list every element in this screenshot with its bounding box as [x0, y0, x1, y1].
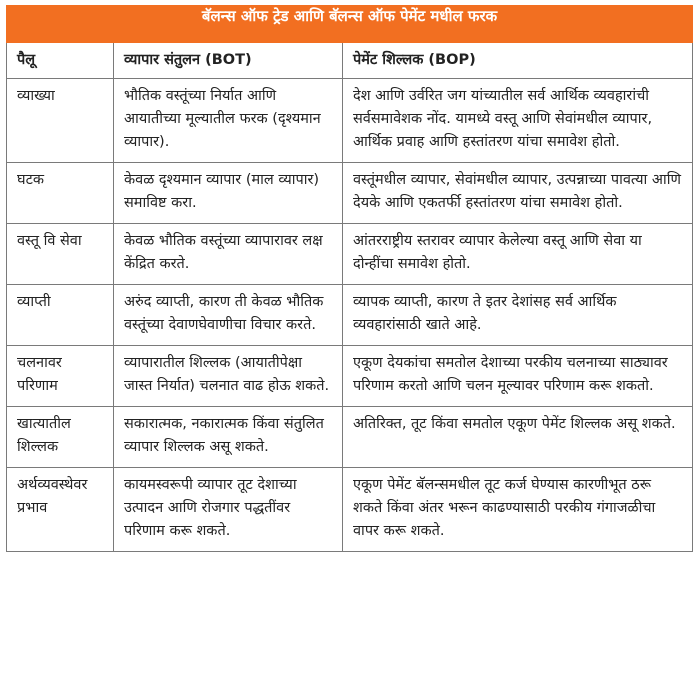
header-aspect: पैलू [7, 43, 114, 79]
table-row [7, 346, 693, 407]
cell-aspect: अर्थव्यवस्थेवर प्रभाव [7, 468, 114, 552]
table-row [7, 407, 693, 468]
cell-bop: एकूण देयकांचा समतोल देशाच्या परकीय चलनाच्या साठ्यावर परिणाम करतो आणि चलन मूल्यावर परिणाम करू शकतो. [343, 346, 693, 407]
cell-aspect: घटक [7, 163, 114, 224]
cell-bot: केवळ दृश्यमान व्यापार (माल व्यापार) समाविष्ट करा. [114, 163, 343, 224]
title-row [7, 6, 693, 43]
cell-bop: देश आणि उर्वरित जग यांच्यातील सर्व आर्थिक व्यवहारांची सर्वसमावेशक नोंद. यामध्ये वस्तू आणि सेवांमधील व्यापार, आर्थिक प्रवाह आणि हस्तांतरण यांचा समावेश होतो. [343, 79, 693, 163]
cell-aspect: खात्यातील शिल्लक [7, 407, 114, 468]
table-row [7, 285, 693, 346]
header-bop: पेमेंट शिल्लक (BOP) [343, 43, 693, 79]
table-row [7, 163, 693, 224]
cell-bop: एकूण पेमेंट बॅलन्समधील तूट कर्ज घेण्यास कारणीभूत ठरू शकते किंवा अंतर भरून काढण्यासाठी परकीय गंगाजळीचा वापर करू शकते. [343, 468, 693, 552]
cell-aspect: वस्तू वि सेवा [7, 224, 114, 285]
cell-aspect: व्याप्ती [7, 285, 114, 346]
comparison-table-container [6, 5, 692, 552]
cell-bot: सकारात्मक, नकारात्मक किंवा संतुलित व्यापार शिल्लक असू शकते. [114, 407, 343, 468]
cell-bot: अरुंद व्याप्ती, कारण ती केवळ भौतिक वस्तूंच्या देवाणघेवाणीचा विचार करते. [114, 285, 343, 346]
cell-aspect: व्याख्या [7, 79, 114, 163]
cell-bot: कायमस्वरूपी व्यापार तूट देशाच्या उत्पादन आणि रोजगार पद्धतींवर परिणाम करू शकते. [114, 468, 343, 552]
cell-bop: अतिरिक्त, तूट किंवा समतोल एकूण पेमेंट शिल्लक असू शकते. [343, 407, 693, 468]
cell-aspect: चलनावर परिणाम [7, 346, 114, 407]
table-row [7, 468, 693, 552]
header-row [7, 43, 693, 79]
header-bot: व्यापार संतुलन (BOT) [114, 43, 343, 79]
table-row [7, 224, 693, 285]
cell-bop: व्यापक व्याप्ती, कारण ते इतर देशांसह सर्व आर्थिक व्यवहारांसाठी खाते आहे. [343, 285, 693, 346]
cell-bot: व्यापारातील शिल्लक (आयातीपेक्षा जास्त निर्यात) चलनात वाढ होऊ शकते. [114, 346, 343, 407]
cell-bot: भौतिक वस्तूंच्या निर्यात आणि आयातीच्या मूल्यातील फरक (दृश्यमान व्यापार). [114, 79, 343, 163]
cell-bop: आंतरराष्ट्रीय स्तरावर व्यापार केलेल्या वस्तू आणि सेवा या दोन्हींचा समावेश होतो. [343, 224, 693, 285]
cell-bop: वस्तूंमधील व्यापार, सेवांमधील व्यापार, उत्पन्नाच्या पावत्या आणि देयके आणि एकतर्फी हस्तांतरण यांचा समावेश होतो. [343, 163, 693, 224]
table-row [7, 79, 693, 163]
cell-bot: केवळ भौतिक वस्तूंच्या व्यापारावर लक्ष केंद्रित करते. [114, 224, 343, 285]
table-title: बॅलन्स ऑफ ट्रेड आणि बॅलन्स ऑफ पेमेंट मधील फरक [7, 6, 693, 43]
comparison-table [6, 5, 693, 552]
